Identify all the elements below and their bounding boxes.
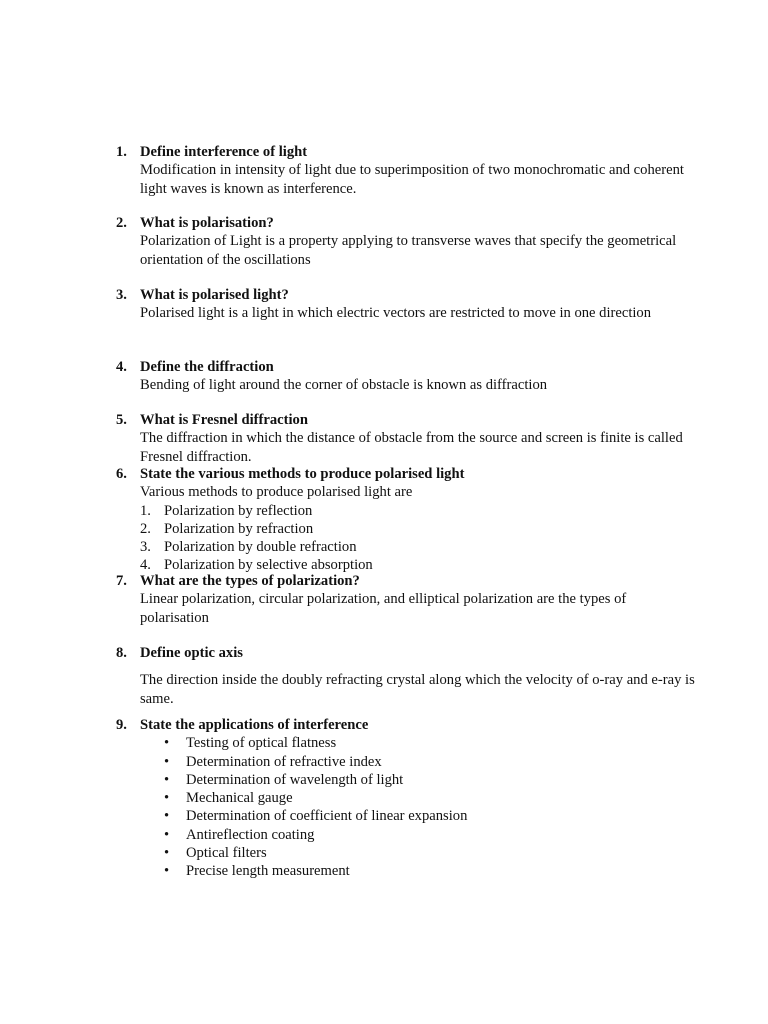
- bullet-text: Antireflection coating: [186, 826, 315, 843]
- bullet-text: Determination of refractive index: [186, 753, 382, 770]
- list-item-number: 1.: [140, 502, 151, 519]
- list-item-number: 4.: [140, 557, 151, 574]
- bullet-item: [162, 807, 696, 825]
- bullet-icon: •: [164, 826, 170, 843]
- question-number: 2.: [116, 215, 127, 231]
- list-item: [140, 520, 696, 538]
- question-number: 6.: [116, 466, 127, 482]
- bullet-item: [162, 862, 696, 880]
- question-title: What are the types of polarization?: [140, 573, 360, 589]
- question-4: [116, 358, 696, 395]
- bullet-icon: •: [164, 790, 170, 807]
- list-item: [140, 538, 696, 556]
- question-3: [116, 286, 696, 323]
- bullet-icon: •: [164, 753, 170, 770]
- list-item-text: Polarization by reflection: [164, 502, 313, 519]
- question-title: State the various methods to produce polarised light: [140, 466, 465, 482]
- question-title: Define interference of light: [140, 144, 308, 160]
- question-number: 1.: [116, 144, 127, 160]
- question-answer: The diffraction in which the distance of obstacle from the source and screen is finite is called Fresnel diffraction.: [140, 430, 683, 465]
- bullet-icon: •: [164, 808, 170, 825]
- question-2: [116, 214, 696, 269]
- bullet-item: [162, 826, 696, 844]
- bullet-item: [162, 771, 696, 789]
- bullet-text: Precise length measurement: [186, 863, 350, 880]
- question-5: [116, 411, 696, 466]
- list-item-number: 2.: [140, 520, 151, 537]
- question-title: What is Fresnel diffraction: [140, 412, 308, 428]
- question-title: What is polarised light?: [140, 287, 289, 303]
- bullet-icon: •: [164, 771, 170, 788]
- question-answer: Bending of light around the corner of obstacle is known as diffraction: [140, 377, 548, 394]
- question-answer: Various methods to produce polarised light are: [140, 484, 413, 501]
- bullet-item: [162, 753, 696, 771]
- question-answer: The direction inside the doubly refracting crystal along which the velocity of o-ray and e-ray is same.: [140, 672, 695, 707]
- question-6: [116, 465, 696, 575]
- question-8: [116, 644, 696, 708]
- bullet-text: Mechanical gauge: [186, 790, 293, 807]
- list-item-text: Polarization by selective absorption: [164, 557, 373, 574]
- question-number: 8.: [116, 645, 127, 661]
- question-7: [116, 572, 696, 627]
- question-number: 3.: [116, 287, 127, 303]
- bullet-item: [162, 789, 696, 807]
- bullet-text: Optical filters: [186, 845, 267, 862]
- question-title: Define the diffraction: [140, 359, 274, 375]
- question-title: Define optic axis: [140, 645, 243, 661]
- question-answer: Modification in intensity of light due to superimposition of two monochromatic and coherent light waves is known as interference.: [140, 162, 684, 197]
- bullet-text: Determination of wavelength of light: [186, 771, 404, 788]
- question-title: What is polarisation?: [140, 215, 274, 231]
- question-1: [116, 143, 696, 198]
- list-item-number: 3.: [140, 539, 151, 556]
- question-9: [116, 716, 696, 881]
- method-list: [140, 502, 696, 575]
- bullet-icon: •: [164, 735, 170, 752]
- question-answer: Polarization of Light is a property applying to transverse waves that specify the geometrical orientation of the oscillations: [140, 233, 677, 268]
- bullet-text: Determination of coefficient of linear expansion: [186, 808, 468, 825]
- application-list: [162, 734, 696, 880]
- bullet-text: Testing of optical flatness: [186, 735, 337, 752]
- list-item-text: Polarization by refraction: [164, 520, 314, 537]
- question-number: 7.: [116, 573, 127, 589]
- list-item-text: Polarization by double refraction: [164, 539, 357, 556]
- bullet-icon: •: [164, 845, 170, 862]
- question-number: 9.: [116, 717, 127, 733]
- question-number: 5.: [116, 412, 127, 428]
- bullet-icon: •: [164, 863, 170, 880]
- question-number: 4.: [116, 359, 127, 375]
- question-title: State the applications of interference: [140, 717, 369, 733]
- list-item: [140, 502, 696, 520]
- bullet-item: [162, 844, 696, 862]
- question-answer: Polarised light is a light in which electric vectors are restricted to move in one direction: [140, 305, 652, 322]
- bullet-item: [162, 734, 696, 752]
- question-answer: Linear polarization, circular polarization, and elliptical polarization are the types of polarisation: [140, 591, 627, 626]
